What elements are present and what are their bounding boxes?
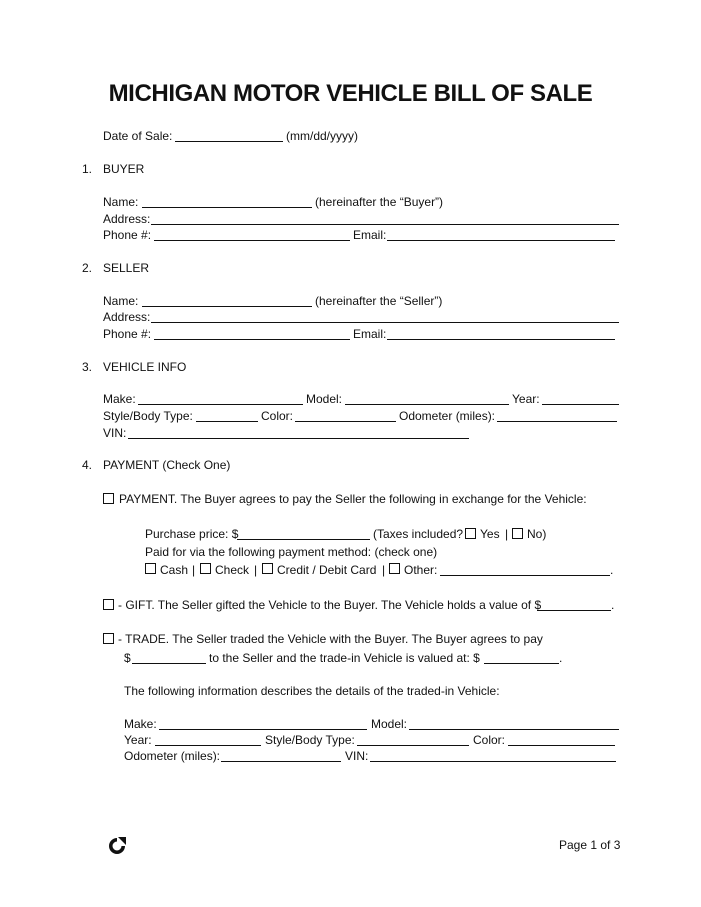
trade-valued-text: to the Seller and the trade-in Vehicle is valued at: $ <box>209 651 480 665</box>
method-separator-2: | <box>254 563 258 577</box>
trade-model-label: Model: <box>371 717 408 731</box>
trade-make-field[interactable] <box>159 729 367 730</box>
taxes-no-label: No) <box>527 527 547 541</box>
other-label: Other: <box>404 563 438 577</box>
trade-in-value-field[interactable] <box>484 663 559 664</box>
check-checkbox[interactable] <box>200 563 211 574</box>
document-title: MICHIGAN MOTOR VEHICLE BILL OF SALE <box>108 80 593 107</box>
trade-vin-label: VIN: <box>345 749 369 763</box>
vehicle-model-field[interactable] <box>345 404 509 405</box>
vehicle-vin-label: VIN: <box>103 426 127 440</box>
date-format-hint: (mm/dd/yyyy) <box>286 129 358 143</box>
section-heading-vehicle: VEHICLE INFO <box>103 360 187 374</box>
section-number-payment: 4. <box>82 458 93 472</box>
section-number-buyer: 1. <box>82 162 93 176</box>
taxes-yes-checkbox[interactable] <box>465 528 476 539</box>
trade-year-label: Year: <box>124 733 152 747</box>
seller-email-label: Email: <box>353 327 387 341</box>
seller-phone-label: Phone #: <box>103 327 152 341</box>
buyer-address-field[interactable] <box>151 224 619 225</box>
vehicle-odometer-label: Odometer (miles): <box>399 409 496 423</box>
seller-name-note: (hereinafter the “Seller”) <box>315 294 443 308</box>
buyer-name-note: (hereinafter the “Buyer”) <box>315 195 444 209</box>
section-heading-payment: PAYMENT (Check One) <box>103 458 231 472</box>
purchase-price-field[interactable] <box>237 539 370 540</box>
logo-icon <box>107 836 127 856</box>
trade-make-label: Make: <box>124 717 157 731</box>
trade-style-field[interactable] <box>357 745 469 746</box>
trade-color-label: Color: <box>473 733 506 747</box>
vehicle-color-label: Color: <box>261 409 294 423</box>
vehicle-make-field[interactable] <box>138 404 303 405</box>
trade-dollar-sign: $ <box>124 651 131 665</box>
buyer-phone-field[interactable] <box>154 240 350 241</box>
gift-value-field[interactable] <box>537 610 611 611</box>
taxes-included-label: (Taxes included? <box>373 527 464 541</box>
gift-option-text: - GIFT. The Seller gifted the Vehicle to the Buyer. The Vehicle holds a value of $ <box>118 598 542 612</box>
other-checkbox[interactable] <box>389 563 400 574</box>
page-number: Page 1 of 3 <box>559 838 621 852</box>
vehicle-model-label: Model: <box>306 392 343 406</box>
buyer-address-label: Address: <box>103 212 151 226</box>
trade-vin-field[interactable] <box>370 761 616 762</box>
taxes-yes-label: Yes <box>480 527 500 541</box>
buyer-name-label: Name: <box>103 195 139 209</box>
vehicle-style-field[interactable] <box>196 421 258 422</box>
trade-model-field[interactable] <box>409 729 619 730</box>
other-period: . <box>610 563 614 577</box>
date-of-sale-field[interactable] <box>175 141 283 142</box>
trade-year-field[interactable] <box>155 745 261 746</box>
taxes-separator: | <box>505 527 509 541</box>
check-label: Check <box>215 563 250 577</box>
vehicle-vin-field[interactable] <box>128 438 469 439</box>
cash-label: Cash <box>160 563 189 577</box>
seller-address-label: Address: <box>103 310 151 324</box>
card-label: Credit / Debit Card <box>277 563 377 577</box>
method-separator-3: | <box>382 563 386 577</box>
payment-option-checkbox[interactable] <box>103 493 114 504</box>
trade-style-label: Style/Body Type: <box>265 733 355 747</box>
cash-checkbox[interactable] <box>145 563 156 574</box>
buyer-email-field[interactable] <box>387 240 615 241</box>
vehicle-color-field[interactable] <box>295 421 396 422</box>
taxes-no-checkbox[interactable] <box>512 528 523 539</box>
seller-phone-field[interactable] <box>154 339 350 340</box>
buyer-name-field[interactable] <box>142 207 312 208</box>
buyer-email-label: Email: <box>353 228 387 242</box>
payment-method-label: Paid for via the following payment method: (check one) <box>145 545 438 559</box>
method-separator-1: | <box>192 563 196 577</box>
seller-name-label: Name: <box>103 294 139 308</box>
gift-period: . <box>611 598 615 612</box>
card-checkbox[interactable] <box>262 563 273 574</box>
seller-name-field[interactable] <box>142 306 312 307</box>
gift-option-checkbox[interactable] <box>103 599 114 610</box>
purchase-price-label: Purchase price: $ <box>145 527 239 541</box>
section-heading-seller: SELLER <box>103 261 150 275</box>
trade-option-text: - TRADE. The Seller traded the Vehicle with the Buyer. The Buyer agrees to pay <box>118 632 543 646</box>
trade-period: . <box>559 651 563 665</box>
trade-option-checkbox[interactable] <box>103 633 114 644</box>
seller-email-field[interactable] <box>387 339 615 340</box>
other-method-field[interactable] <box>440 575 610 576</box>
vehicle-style-label: Style/Body Type: <box>103 409 193 423</box>
trade-intro-text: The following information describes the details of the traded-in Vehicle: <box>124 684 500 698</box>
trade-color-field[interactable] <box>508 745 615 746</box>
section-number-seller: 2. <box>82 261 93 275</box>
section-number-vehicle: 3. <box>82 360 93 374</box>
seller-address-field[interactable] <box>151 322 619 323</box>
vehicle-make-label: Make: <box>103 392 136 406</box>
trade-odometer-field[interactable] <box>221 761 341 762</box>
vehicle-year-field[interactable] <box>542 404 619 405</box>
date-of-sale-label: Date of Sale: <box>103 129 173 143</box>
trade-payment-field[interactable] <box>132 663 206 664</box>
trade-odometer-label: Odometer (miles): <box>124 749 221 763</box>
vehicle-year-label: Year: <box>512 392 540 406</box>
buyer-phone-label: Phone #: <box>103 228 152 242</box>
section-heading-buyer: BUYER <box>103 162 145 176</box>
payment-option-text: PAYMENT. The Buyer agrees to pay the Seller the following in exchange for the Vehicle: <box>119 492 587 506</box>
vehicle-odometer-field[interactable] <box>497 421 617 422</box>
